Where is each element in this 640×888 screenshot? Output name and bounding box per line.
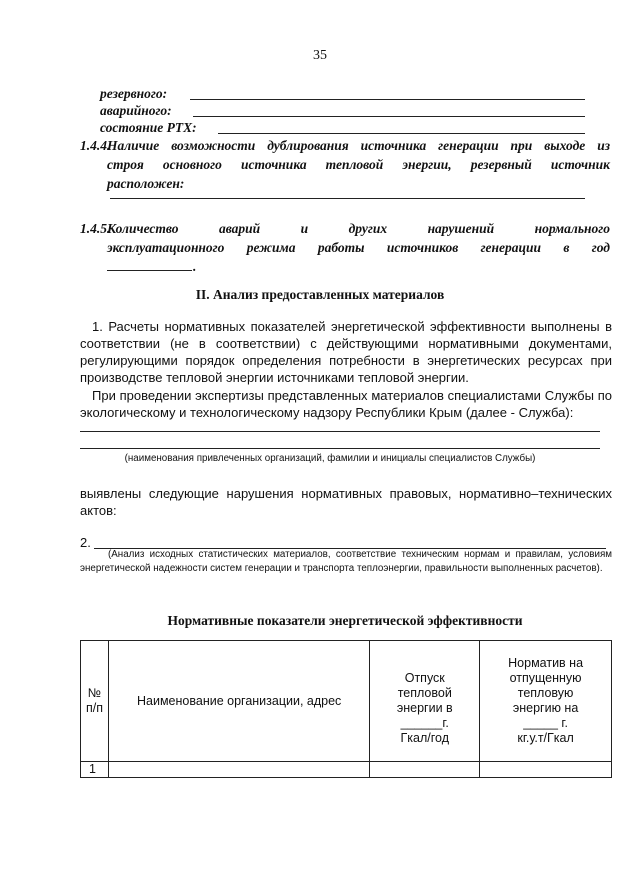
section-1-4-4 bbox=[80, 136, 610, 196]
section-1-4-4-line3: расположен: bbox=[107, 176, 185, 191]
col-header-num: № п/п bbox=[81, 641, 109, 762]
experts-field-line-1[interactable] bbox=[80, 431, 600, 432]
section-1-4-4-line1: Наличие возможности дублирования источника генерации при выходе из bbox=[107, 138, 610, 153]
section-1-4-5-line2: эксплуатационного режима работы источников генерации в год bbox=[107, 240, 610, 255]
rtx-state-label: состояние РТХ: bbox=[100, 120, 197, 135]
experts-note: (наименования привлеченных организаций, фамилии и инициалы специалистов Службы) bbox=[124, 453, 536, 464]
experts-field-line-2[interactable] bbox=[80, 448, 600, 449]
col-header-norm-l1: Норматив на bbox=[508, 656, 584, 670]
table-row bbox=[81, 762, 612, 778]
row-supply-cell[interactable] bbox=[370, 762, 480, 778]
row-norm-cell[interactable] bbox=[480, 762, 612, 778]
section-1-4-5-line1: Количество аварий и других нарушений нормального bbox=[107, 221, 610, 236]
col-header-name: Наименование организации, адрес bbox=[108, 641, 369, 762]
col-header-norm-l5: _____ г. bbox=[523, 716, 568, 730]
section-II-title: II. Анализ предоставленных материалов bbox=[195, 287, 445, 302]
section-1-4-5-count-line[interactable] bbox=[107, 270, 192, 271]
section-II-para1: 1. Расчеты нормативных показателей энергетической эффективности выполнены в соответствии (не в соответствии) с действующими нормативными документами, регулирующими порядок определения потребности в энергетических ресурсах при производстве тепловой энергии источниками тепловой энергии. bbox=[80, 319, 612, 385]
reserve-label: резервного: bbox=[100, 86, 168, 101]
section-II-para3: выявлены следующие нарушения нормативных правовых, нормативно–технических актов: bbox=[80, 486, 612, 518]
section-1-4-4-number: 1.4.4. bbox=[80, 138, 111, 153]
emergency-field-line[interactable] bbox=[193, 116, 585, 117]
item-2-note: (Анализ исходных статистических материалов, соответствие техническим нормам и правилам, условиям энергетической надежности систем генерации и транспорта теплоэнергии, правильности выполненных расчетов). bbox=[80, 549, 612, 574]
efficiency-table bbox=[80, 640, 612, 778]
rtx-state-field-line[interactable] bbox=[218, 133, 585, 134]
section-1-4-5-number: 1.4.5. bbox=[80, 221, 111, 236]
col-header-supply-l2: тепловой bbox=[397, 685, 452, 700]
reserve-field-line[interactable] bbox=[190, 99, 585, 100]
emergency-label: аварийного: bbox=[100, 103, 172, 118]
section-1-4-5 bbox=[80, 219, 610, 279]
row-num-cell: 1 bbox=[81, 762, 109, 778]
col-header-norm bbox=[480, 641, 612, 762]
col-header-norm-l2: отпущенную bbox=[509, 671, 582, 685]
col-header-norm-l4: энергию на bbox=[512, 701, 579, 715]
row-name-cell[interactable] bbox=[108, 762, 369, 778]
col-header-supply-l5: Гкал/год bbox=[400, 730, 450, 745]
col-header-norm-l3: тепловую bbox=[517, 686, 574, 700]
page-number: 35 bbox=[313, 48, 327, 63]
col-header-supply-l1: Отпуск bbox=[404, 670, 445, 685]
col-header-supply-l3: энергии в bbox=[396, 700, 453, 715]
section-1-4-4-line2: строя основного источника тепловой энергии, резервный источник bbox=[107, 157, 610, 172]
col-header-supply-l4: ______г. bbox=[400, 715, 449, 730]
table-title: Нормативные показатели энергетической эффективности bbox=[167, 613, 523, 628]
section-1-4-4-field-line[interactable] bbox=[110, 198, 585, 199]
section-1-4-5-line3-suffix: . bbox=[193, 259, 197, 274]
item-2-number: 2. bbox=[80, 535, 91, 550]
col-header-supply bbox=[370, 641, 480, 762]
section-II-para2: При проведении экспертизы представленных материалов специалистами Службы по экологическому и технологическому надзору Республики Крым (далее - Служба): bbox=[80, 388, 612, 420]
col-header-norm-l6: кг.у.т/Гкал bbox=[517, 731, 574, 745]
